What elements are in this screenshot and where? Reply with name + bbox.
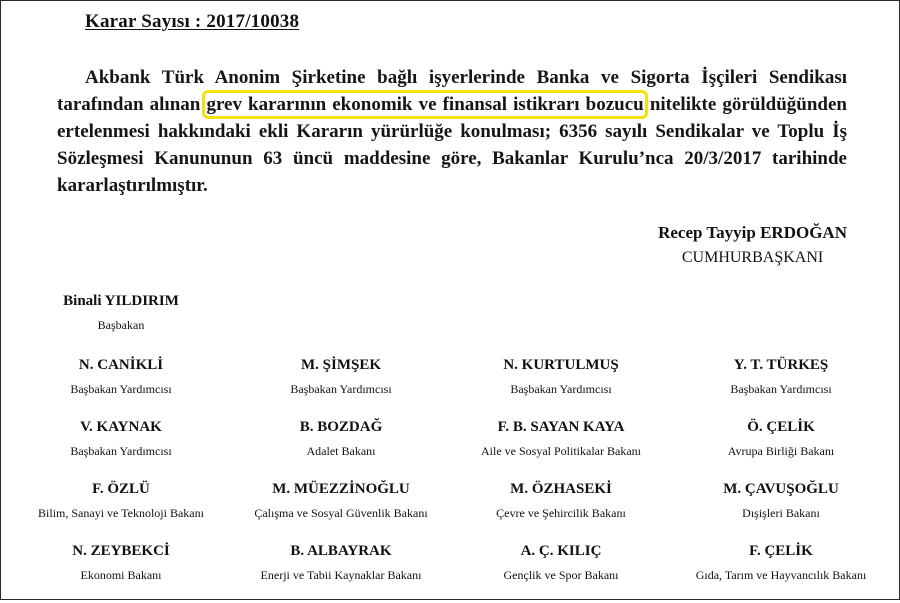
minister-name: F. ÇELİK <box>749 543 813 559</box>
minister-entry <box>11 541 231 603</box>
minister-name: M. ÖZHASEKİ <box>510 481 612 497</box>
minister-name: F. B. SAYAN KAYA <box>497 419 625 435</box>
minister-entry <box>671 541 891 603</box>
minister-name: M. ÇAVUŞOĞLU <box>723 481 839 497</box>
minister-name: N. ZEYBEKCİ <box>72 543 170 559</box>
minister-role: Ekonomi Bakanı <box>80 568 162 582</box>
minister-entry <box>671 479 891 541</box>
minister-name: B. ALBAYRAK <box>290 543 392 559</box>
minister-role: Çevre ve Şehircilik Bakanı <box>496 506 626 520</box>
decision-text-before: Akbank Türk Anonim Şirketine bağlı işyerlerinde Banka ve Sigorta İşçileri Sendikası tarafından alınan <box>57 67 847 115</box>
prime-minister-name: Binali YILDIRIM <box>63 293 179 309</box>
minister-role: Çalışma ve Sosyal Güvenlik Bakanı <box>254 506 428 520</box>
minister-role: Aile ve Sosyal Politikalar Bakanı <box>481 444 641 458</box>
minister-entry <box>231 417 451 479</box>
minister-role: Gençlik ve Spor Bakanı <box>503 568 619 582</box>
minister-name: A. Ç. KILIÇ <box>520 543 602 559</box>
minister-entry <box>231 355 451 417</box>
minister-entry <box>231 541 451 603</box>
minister-role: Dışişleri Bakanı <box>742 506 820 520</box>
minister-entry <box>11 355 231 417</box>
decision-number-title: Karar Sayısı : 2017/10038 <box>85 11 300 32</box>
president-name: Recep Tayyip ERDOĞAN <box>658 223 847 242</box>
minister-name: N. CANİKLİ <box>78 357 164 373</box>
minister-name: M. ŞİMŞEK <box>300 357 381 373</box>
highlighted-phrase: grev kararının ekonomik ve finansal istikrarı bozucu <box>206 94 644 115</box>
ministers-grid <box>11 355 891 603</box>
minister-role: Başbakan Yardımcısı <box>290 382 392 396</box>
minister-name: F. ÖZLÜ <box>92 481 150 497</box>
minister-entry <box>671 417 891 479</box>
minister-role: Başbakan Yardımcısı <box>70 444 172 458</box>
minister-name: N. KURTULMUŞ <box>503 357 619 373</box>
minister-entry <box>451 417 671 479</box>
minister-entry <box>671 355 891 417</box>
minister-entry <box>451 541 671 603</box>
president-title: CUMHURBAŞKANI <box>681 249 824 266</box>
minister-role: Adalet Bakanı <box>306 444 376 458</box>
prime-minister-block <box>31 291 211 333</box>
minister-role: Enerji ve Tabii Kaynaklar Bakanı <box>260 568 422 582</box>
minister-role: Bilim, Sanayi ve Teknoloji Bakanı <box>38 506 204 520</box>
minister-entry <box>451 479 671 541</box>
president-signature-block <box>658 221 847 269</box>
minister-name: B. BOZDAĞ <box>299 419 383 435</box>
decision-text-after: nitelikte görüldüğünden ertelenmesi hakkındaki ekli Kararın yürürlüğe konulması; 6356 sayılı Sendikalar ve Toplu İş Sözleşmesi Kanununun 63 üncü maddesine göre, Bakanlar Kurulu’nca 20/3/2017 tarihinde kararlaştırılmıştır. <box>57 94 848 196</box>
minister-role: Gıda, Tarım ve Hayvancılık Bakanı <box>695 568 867 582</box>
minister-role: Avrupa Birliği Bakanı <box>727 444 835 458</box>
minister-name: Y. T. TÜRKEŞ <box>733 357 829 373</box>
minister-entry <box>11 479 231 541</box>
prime-minister-role: Başbakan <box>97 318 145 332</box>
minister-name: Ö. ÇELİK <box>747 419 815 435</box>
minister-entry <box>451 355 671 417</box>
minister-role: Başbakan Yardımcısı <box>70 382 172 396</box>
minister-name: M. MÜEZZİNOĞLU <box>272 481 410 497</box>
decision-paragraph <box>57 64 847 199</box>
minister-entry <box>11 417 231 479</box>
minister-name: V. KAYNAK <box>80 419 162 435</box>
minister-entry <box>231 479 451 541</box>
minister-role: Başbakan Yardımcısı <box>510 382 612 396</box>
minister-role: Başbakan Yardımcısı <box>730 382 832 396</box>
